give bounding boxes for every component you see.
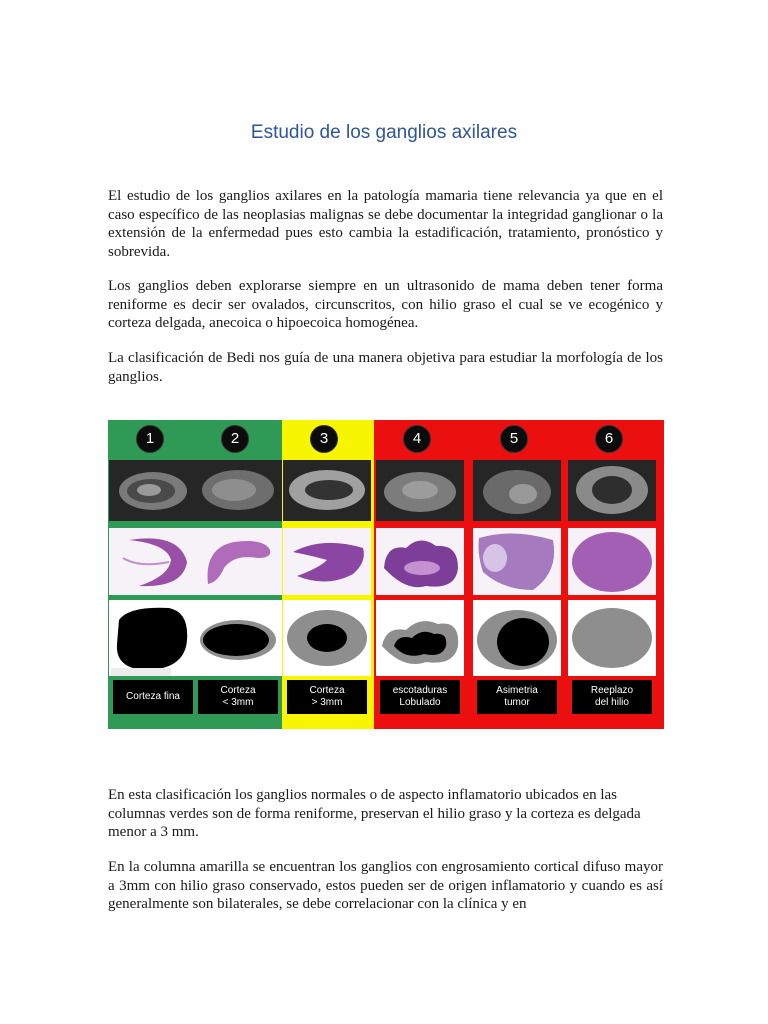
paragraph-ganglios-normales: Los ganglios deben explorarse siempre en un ultrasonido de mama deben tener forma reniforme es decir ser ovalados, circunscritos, con hilio graso el cual se ve ecogénico y corteza delgada, anecoica o hipoecoica homogénea. bbox=[108, 278, 663, 332]
figure-column-2 bbox=[194, 420, 284, 729]
schematic-diagram bbox=[194, 600, 282, 676]
histology-image bbox=[473, 528, 561, 595]
column-number-badge: 6 bbox=[595, 425, 623, 453]
ultrasound-image bbox=[376, 460, 464, 521]
ultrasound-image bbox=[568, 460, 656, 521]
paragraph-intro: El estudio de los ganglios axilares en la patología mamaria tiene relevancia ya que en el caso específico de las neoplasias malignas se debe documentar la integridad ganglionar o la extensión de la enfermedad pues esto cambia la estadificación, tratamiento, pronóstico y sobrevida. bbox=[108, 188, 663, 261]
schematic-diagram bbox=[376, 600, 464, 676]
ultrasound-image bbox=[194, 460, 282, 521]
histology-image bbox=[283, 528, 371, 595]
column-label: Corteza fina bbox=[113, 680, 193, 714]
schematic-diagram bbox=[283, 600, 371, 676]
column-label: Corteza > 3mm bbox=[287, 680, 367, 714]
ultrasound-image bbox=[109, 460, 197, 521]
figure-column-1 bbox=[109, 420, 199, 729]
paragraph-clasificacion: La clasificación de Bedi nos guía de una manera objetiva para estudiar la morfología de los ganglios. bbox=[108, 350, 663, 385]
column-label: Reeplazo del hilio bbox=[572, 680, 652, 714]
figure-column-3 bbox=[283, 420, 373, 729]
column-number-badge: 2 bbox=[221, 425, 249, 453]
ultrasound-image bbox=[473, 460, 561, 521]
column-label: escotaduras Lobulado bbox=[380, 680, 460, 714]
column-number-badge: 3 bbox=[310, 425, 338, 453]
bedi-classification-figure bbox=[108, 420, 664, 729]
ultrasound-image bbox=[283, 460, 371, 521]
column-label: Corteza < 3mm bbox=[198, 680, 278, 714]
paragraph-columnas-verdes: En esta clasificación los ganglios normales o de aspecto inflamatorio ubicados en las columnas verdes son de forma reniforme, preservan el hilio graso y la corteza es delgada menor a 3 mm. bbox=[108, 787, 641, 841]
schematic-diagram bbox=[568, 600, 656, 676]
schematic-diagram bbox=[473, 600, 561, 676]
figure-column-6 bbox=[568, 420, 658, 729]
paragraph-columna-amarilla: En la columna amarilla se encuentran los ganglios con engrosamiento cortical difuso mayor a 3mm con hilio graso conservado, estos pueden ser de origen inflamatorio y cuando es así generalmente son bilaterales, se debe correlacionar con la clínica y en bbox=[108, 859, 663, 913]
column-number-badge: 4 bbox=[403, 425, 431, 453]
figure-column-5 bbox=[473, 420, 563, 729]
histology-image bbox=[568, 528, 656, 595]
histology-image bbox=[376, 528, 464, 595]
histology-image bbox=[109, 528, 197, 595]
histology-image bbox=[194, 528, 282, 595]
column-number-badge: 1 bbox=[136, 425, 164, 453]
page-title: Estudio de los ganglios axilares bbox=[250, 122, 518, 143]
column-number-badge: 5 bbox=[500, 425, 528, 453]
figure-column-4 bbox=[376, 420, 466, 729]
schematic-diagram bbox=[109, 600, 197, 676]
column-label: Asimetria tumor bbox=[477, 680, 557, 714]
